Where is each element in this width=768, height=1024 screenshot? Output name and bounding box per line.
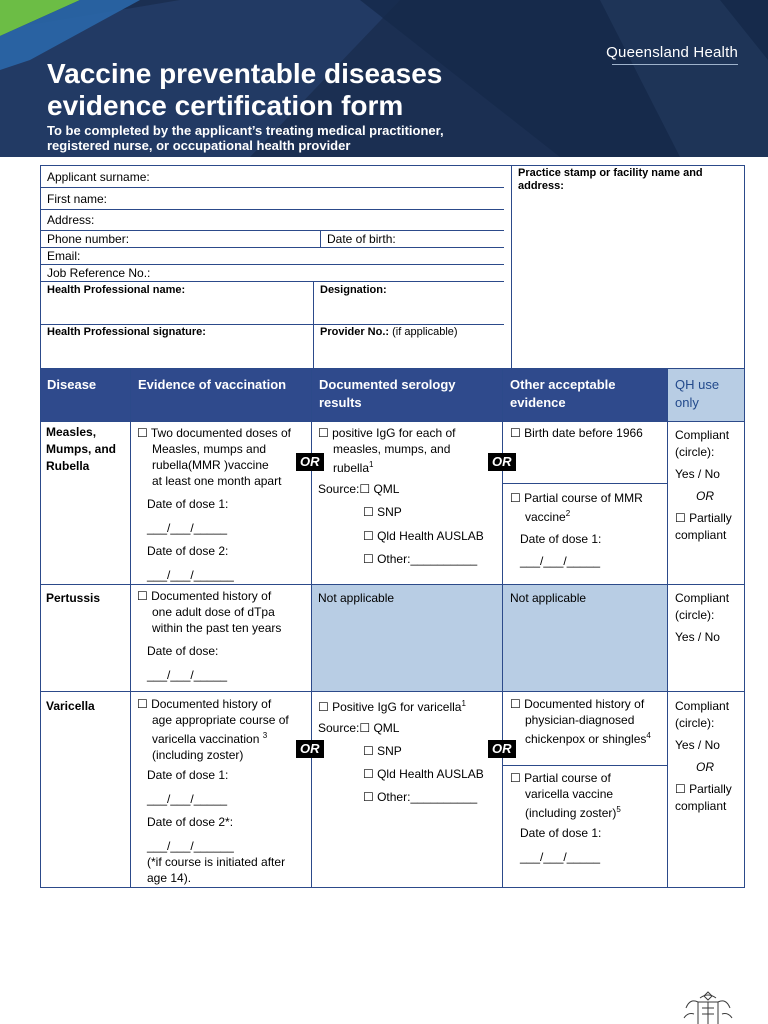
mmr-dose2-label: Date of dose 2: [147,544,229,558]
qh-partially[interactable]: ☐ Partially [675,511,732,525]
varicella-source-auslab[interactable]: ☐ Qld Health AUSLAB [363,767,484,781]
footnote-ref: 1 [369,460,374,469]
mmr-source-snp[interactable]: ☐ SNP [363,505,402,519]
subtitle-line-2: registered nurse, or occupational health provider [47,138,351,153]
header-evidence: Evidence of vaccination [138,377,287,392]
or-badge: OR [488,740,516,758]
mmr-serology-line: ☐ positive IgG for each of [318,426,456,440]
row-divider [40,584,745,585]
dob-field[interactable] [320,231,504,248]
brand-name: Queensland Health [606,44,738,61]
mmr-other-dose-date[interactable]: ___/___/_____ [520,554,601,568]
applicant-surname-field[interactable] [41,166,504,188]
mmr-dose1-label: Date of dose 1: [147,497,229,511]
col-divider [667,369,668,888]
cell-divider [502,765,668,766]
designation-label: Designation: [320,284,387,296]
varicella-history [510,696,651,747]
practice-stamp-label: Practice stamp or facility name and address: [518,167,703,192]
row-divider [40,421,745,422]
dob-label: Date of birth: [327,232,396,246]
mmr-birth-before-1966[interactable]: ☐ Birth date before 1966 [510,426,643,440]
hp-signature-field[interactable] [41,325,313,369]
row-divider [40,887,745,888]
or-badge: OR [488,453,516,471]
col-divider [40,369,41,888]
varicella-evidence-line: (including zoster) [152,748,244,762]
header-other: Other acceptable evidence [510,377,616,410]
varicella-serology-igg[interactable]: ☐ Positive IgG for varicella [318,700,462,714]
varicella-partial-course [510,770,621,821]
or-badge: OR [296,453,324,471]
varicella-dose2-date[interactable]: ___/___/______ [147,839,234,853]
email-field[interactable] [41,248,504,265]
varicella-dose2-label: Date of dose 2*: [147,815,234,829]
mmr-evidence [137,425,291,489]
varicella-partial-line: varicella vaccine [525,787,614,801]
qh-compliant: Compliant [675,699,730,713]
cell-divider [502,483,668,484]
varicella-partial-line[interactable]: ☐ Partial course of [510,771,611,785]
brand-underline [612,64,738,65]
provider-no-label: Provider No.: [320,326,390,338]
row-divider [40,691,745,692]
varicella-vaccination: varicella vaccination [152,732,260,746]
varicella-other-dose-label: Date of dose 1: [520,826,602,840]
mmr-evidence-line: at least one month apart [152,474,282,488]
mmr-qh-use [675,427,732,544]
title-line-1: Vaccine preventable diseases [47,58,443,89]
qh-yes-no[interactable]: Yes / No [675,630,720,644]
hp-signature-label: Health Professional signature: [47,326,206,338]
col-divider [744,369,745,888]
hp-name-label: Health Professional name: [47,284,186,296]
col-divider [502,369,503,888]
mmr-dose2-date[interactable]: ___/___/______ [147,568,234,582]
applicant-surname-label: Applicant surname: [47,170,150,184]
varicella-zoster: (including zoster) [525,806,617,820]
qh-circle: (circle): [675,716,715,730]
varicella-note-line: age 14). [147,871,192,885]
hp-name-field[interactable] [41,282,313,325]
title-line-2: evidence certification form [47,90,404,121]
page-subtitle [47,123,444,153]
address-label: Address: [47,213,95,227]
varicella-history-line [510,728,651,747]
job-reference-label: Job Reference No.: [47,266,151,280]
qh-partially-compliant: compliant [675,799,727,813]
pertussis-evidence [137,588,281,636]
varicella-dose1-label: Date of dose 1: [147,768,229,782]
mmr-serology-line [318,457,456,476]
disease-pertussis: Pertussis [46,591,101,605]
mmr-other-dose-label: Date of dose 1: [520,532,602,546]
varicella-history-line: physician-diagnosed [525,713,635,727]
provider-no-note: (if applicable) [389,326,458,338]
job-reference-field[interactable] [41,265,504,282]
varicella-chickenpox: chickenpox or shingles [525,732,647,746]
phone-label: Phone number: [47,232,130,246]
varicella-note-line: (*if course is initiated after [147,855,286,869]
footnote-ref: 3 [262,731,268,740]
qh-partially[interactable]: ☐ Partially [675,782,732,796]
or-badge: OR [296,740,324,758]
mmr-partial-vaccine: vaccine [525,510,566,524]
mmr-source-other[interactable]: ☐ Other:__________ [363,552,478,566]
subtitle-line-1: To be completed by the applicant’s treating medical practitioner, [47,123,444,138]
mmr-evidence-line: Measles, mumps and [152,442,267,456]
varicella-other-dose-date[interactable]: ___/___/_____ [520,850,601,864]
footnote-ref: 5 [616,805,621,814]
header-banner [0,0,768,157]
varicella-history-line[interactable]: ☐ Documented history of [510,697,645,711]
queensland-crest-icon [678,988,738,1024]
footnote-ref: 2 [565,509,571,518]
footnote-ref: 4 [646,731,651,740]
mmr-partial-line[interactable]: ☐ Partial course of MMR [510,491,643,505]
qh-or: OR [696,760,714,774]
varicella-evidence [137,696,289,763]
pertussis-qh-use [675,590,729,646]
mmr-partial-course [510,490,643,525]
disease-mmr: Measles, Mumps, and Rubella [46,425,117,473]
qh-or: OR [696,489,714,503]
pertussis-other-na: Not applicable [510,591,587,605]
varicella-source-other[interactable]: ☐ Other:__________ [363,790,478,804]
first-name-field[interactable] [41,188,504,210]
qh-partially-compliant: compliant [675,528,727,542]
varicella-dose1-date[interactable]: ___/___/_____ [147,792,228,806]
phone-field[interactable] [41,231,320,248]
address-field[interactable] [41,210,504,231]
pertussis-dose-label: Date of dose: [147,644,219,658]
varicella-evidence-line: age appropriate course of [152,713,289,727]
mmr-serology-rubella: rubella [333,461,370,475]
varicella-partial-line [510,802,621,821]
qh-compliant: Compliant [675,591,730,605]
designation-field[interactable] [313,282,504,325]
mmr-evidence-line: ☐ Two documented doses of [137,426,291,440]
pertussis-evidence-line: one adult dose of dTpa [152,605,275,619]
pertussis-serology-na: Not applicable [318,591,395,605]
email-label: Email: [47,249,81,263]
header-qh-use: QH use only [675,377,720,410]
qh-compliant: Compliant [675,428,730,442]
disease-varicella: Varicella [46,699,95,713]
header-disease: Disease [47,377,97,392]
col-divider [311,369,312,888]
footnote-ref: 1 [461,699,466,708]
mmr-serology [318,425,456,476]
varicella-evidence-line [137,728,289,747]
varicella-serology [318,696,466,715]
header-serology: Documented serology results [319,377,456,410]
varicella-evidence-line: ☐ Documented history of [137,697,272,711]
pertussis-evidence-line: within the past ten years [152,621,282,635]
first-name-label: First name: [47,192,108,206]
practice-stamp-field[interactable] [511,166,745,368]
varicella-note [147,854,285,886]
mmr-partial-line [510,506,643,525]
evidence-table [40,369,745,888]
mmr-evidence-line: rubella(MMR )vaccine [152,458,269,472]
col-divider [130,369,131,888]
qh-yes-no[interactable]: Yes / No [675,467,720,481]
mmr-serology-line: measles, mumps, and [333,442,451,456]
pertussis-dose-date[interactable]: ___/___/_____ [147,668,228,682]
mmr-source-qml[interactable]: Source:☐ QML [318,482,400,496]
mmr-source-auslab[interactable]: ☐ Qld Health AUSLAB [363,529,484,543]
varicella-source-qml[interactable]: Source:☐ QML [318,721,400,735]
page-title [47,58,442,122]
qh-circle: (circle): [675,445,715,459]
provider-no-field[interactable] [313,325,504,369]
applicant-details [40,165,745,369]
mmr-dose1-date[interactable]: ___/___/_____ [147,521,228,535]
varicella-source-snp[interactable]: ☐ SNP [363,744,402,758]
varicella-qh-use [675,698,732,815]
qh-circle: (circle): [675,608,715,622]
pertussis-evidence-line: ☐ Documented history of [137,589,272,603]
qh-yes-no[interactable]: Yes / No [675,738,720,752]
